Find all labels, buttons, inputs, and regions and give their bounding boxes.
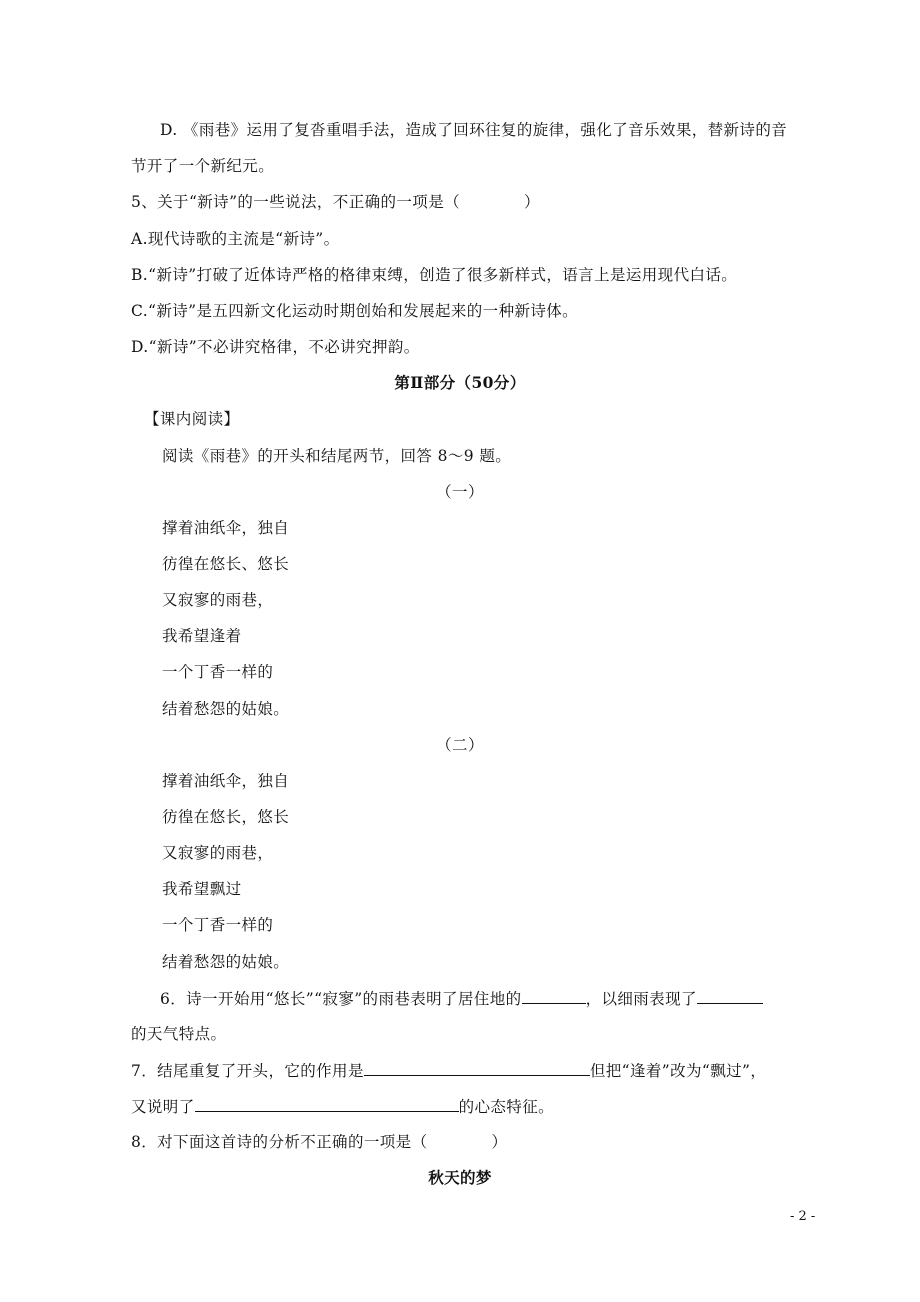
question-7-text-d: 的心态特征。	[458, 1098, 555, 1116]
stanza-2-line: 撑着油纸伞，独自	[162, 772, 290, 790]
stanza-2-line: 一个丁香一样的	[162, 916, 274, 934]
stanza-2-line: 彷徨在悠长，悠长	[162, 808, 290, 826]
answer-blank	[195, 1095, 459, 1112]
stanza-1-line: 撑着油纸伞，独自	[162, 519, 290, 537]
question-5-option-c: C.“新诗”是五四新文化运动时期创始和发展起来的一种新诗体。	[131, 302, 579, 320]
question-7-text-c: 又说明了	[131, 1098, 195, 1116]
question-5-close: ）	[524, 193, 540, 211]
stanza-2-label: （二）	[436, 736, 484, 754]
answer-blank	[697, 987, 763, 1004]
question-8-text: 8．对下面这首诗的分析不正确的一项是（	[131, 1133, 428, 1151]
question-5-option-a: A.现代诗歌的主流是“新诗”。	[131, 230, 340, 248]
question-8	[131, 1131, 507, 1153]
section-subtitle: 【课内阅读】	[144, 410, 240, 428]
question-8-close: ）	[491, 1133, 508, 1151]
question-5-text: 5、关于“新诗”的一些说法，不正确的一项是（	[131, 193, 461, 211]
page-number: - 2 -	[790, 1209, 816, 1224]
question-7-line-2	[131, 1095, 554, 1118]
poem-title: 秋天的梦	[428, 1168, 492, 1187]
question-6-line-1	[160, 987, 763, 1010]
question-6-text-a: 6．诗一开始用“悠长”“寂寥”的雨巷表明了居住地的	[160, 990, 522, 1008]
stanza-1-line: 彷徨在悠长、悠长	[162, 555, 290, 573]
option-d-line-2: 节开了一个新纪元。	[131, 157, 275, 175]
stanza-1-line: 我希望逢着	[162, 627, 242, 645]
section-title: 第Ⅱ部分（50分）	[394, 373, 526, 392]
question-7-line-1	[131, 1059, 766, 1082]
question-5-option-b: B.“新诗”打破了近体诗严格的格律束缚，创造了很多新样式，语言上是运用现代白话。	[131, 266, 738, 284]
answer-blank	[522, 987, 586, 1004]
question-6-line-2: 的天气特点。	[131, 1025, 227, 1043]
question-7-text-a: 7．结尾重复了开头，它的作用是	[131, 1062, 364, 1080]
question-6-text-b: ，以细雨表现了	[585, 990, 697, 1008]
question-5	[131, 191, 540, 213]
stanza-1-line: 结着愁怨的姑娘。	[162, 700, 290, 718]
reading-instruction: 阅读《雨巷》的开头和结尾两节，回答 8～9 题。	[162, 447, 512, 465]
stanza-1-line: 又寂寥的雨巷，	[162, 591, 274, 609]
question-5-option-d: D.“新诗”不必讲究格律，不必讲究押韵。	[131, 338, 420, 356]
option-d-line-1: D. 《雨巷》运用了复沓重唱手法，造成了回环往复的旋律，强化了音乐效果，替新诗的音	[160, 121, 788, 139]
stanza-2-line: 我希望飘过	[162, 880, 242, 898]
answer-blank	[364, 1059, 590, 1076]
stanza-2-line: 结着愁怨的姑娘。	[162, 953, 290, 971]
stanza-2-line: 又寂寥的雨巷，	[162, 844, 274, 862]
stanza-1-line: 一个丁香一样的	[162, 663, 274, 681]
question-7-text-b: 但把“逢着”改为“飘过”，	[589, 1062, 767, 1080]
stanza-1-label: （一）	[436, 483, 484, 501]
